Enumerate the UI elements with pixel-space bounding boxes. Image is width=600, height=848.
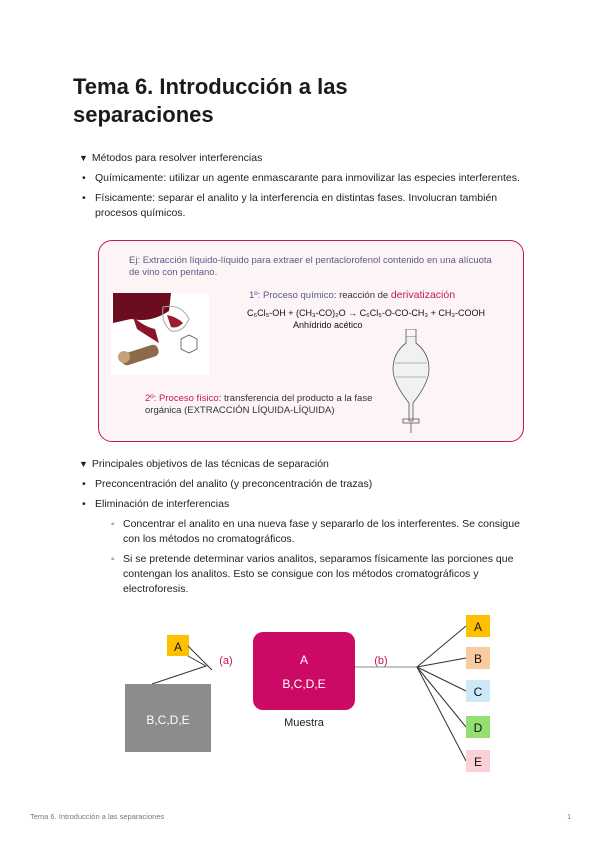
section-objectives-heading[interactable] bbox=[79, 457, 329, 472]
analyte-label: A bbox=[173, 640, 183, 654]
extraction-figure bbox=[98, 240, 524, 442]
toggle-triangle-icon[interactable]: ▼ bbox=[79, 459, 88, 469]
separatory-funnel-icon bbox=[391, 329, 431, 437]
fan-line bbox=[417, 667, 466, 727]
toggle-triangle-icon[interactable]: ▼ bbox=[79, 153, 88, 163]
reaction-equation: C₆Cl₅-OH + (CH₃-CO)₂O → C₆Cl₅-O-CO-CH₃ + CH₃-COOH bbox=[247, 308, 485, 318]
step2-line bbox=[145, 393, 385, 417]
footer-title: Tema 6. Introducción a las separaciones bbox=[30, 812, 165, 821]
section-methods-heading[interactable] bbox=[79, 151, 262, 166]
wine-image bbox=[111, 293, 209, 375]
step2-label: 2º: Proceso físico bbox=[145, 393, 219, 404]
page-title: Tema 6. Introducción a las separaciones bbox=[73, 74, 348, 127]
sample-box bbox=[253, 632, 355, 710]
fan-line bbox=[417, 626, 466, 667]
output-label: D bbox=[473, 721, 483, 735]
interferents-label: B,C,D,E bbox=[146, 713, 190, 727]
sample-bottom-label: B,C,D,E bbox=[282, 677, 326, 691]
sample-caption: Muestra bbox=[284, 717, 324, 729]
label-b: (b) bbox=[374, 655, 388, 667]
anhydride-label: Anhídrido acético bbox=[293, 320, 363, 330]
section-heading-text: Métodos para resolver interferencias bbox=[91, 152, 263, 164]
section-heading-text: Principales objetivos de las técnicas de separación bbox=[91, 458, 329, 470]
fan-line bbox=[417, 667, 466, 691]
output-label: A bbox=[473, 620, 483, 634]
fan-line bbox=[417, 667, 466, 761]
list-item: • Químicamente: utilizar un agente enmascarante para inmovilizar las especies interferentes. bbox=[95, 171, 535, 186]
sub-list-item: ◦ Si se pretende determinar varios analitos, separamos físicamente las porciones que contengan los analitos. Esto se consigue con los métodos cromatográficos y electroforesis. bbox=[123, 552, 523, 597]
output-label: C bbox=[473, 685, 483, 699]
step1-keyword: derivatización bbox=[390, 289, 456, 301]
separation-diagram bbox=[0, 600, 600, 790]
step1-label: 1º: Proceso químico bbox=[249, 290, 334, 301]
step1-line bbox=[249, 289, 479, 302]
fan-line bbox=[417, 658, 466, 667]
example-text: Ej: Extracción líquido-líquido para extraer el pentaclorofenol contenido en una alícuota de vino con pentano. bbox=[129, 255, 492, 278]
output-label: B bbox=[473, 652, 483, 666]
output-label: E bbox=[473, 755, 483, 769]
step2-text: : transferencia del producto a la fase orgánica (EXTRACCIÓN LÍQUIDA-LÍQUIDA) bbox=[145, 393, 373, 416]
page-number: 1 bbox=[567, 812, 572, 821]
list-item: • Físicamente: separar el analito y la interferencia en distintas fases. Involucran también procesos químicos. bbox=[95, 191, 515, 221]
sub-list-item: ◦ Concentrar el analito en una nueva fase y separarlo de los interferentes. Se consigue con los métodos no cromatográficos. bbox=[123, 517, 523, 547]
step1-text: : reacción de bbox=[333, 290, 391, 301]
list-item: • Preconcentración del analito (y preconcentración de trazas) bbox=[95, 477, 535, 492]
sample-top-label: A bbox=[299, 653, 309, 667]
list-item: • Eliminación de interferencias bbox=[95, 497, 535, 512]
connector-line bbox=[152, 656, 206, 684]
label-a: (a) bbox=[219, 655, 233, 667]
